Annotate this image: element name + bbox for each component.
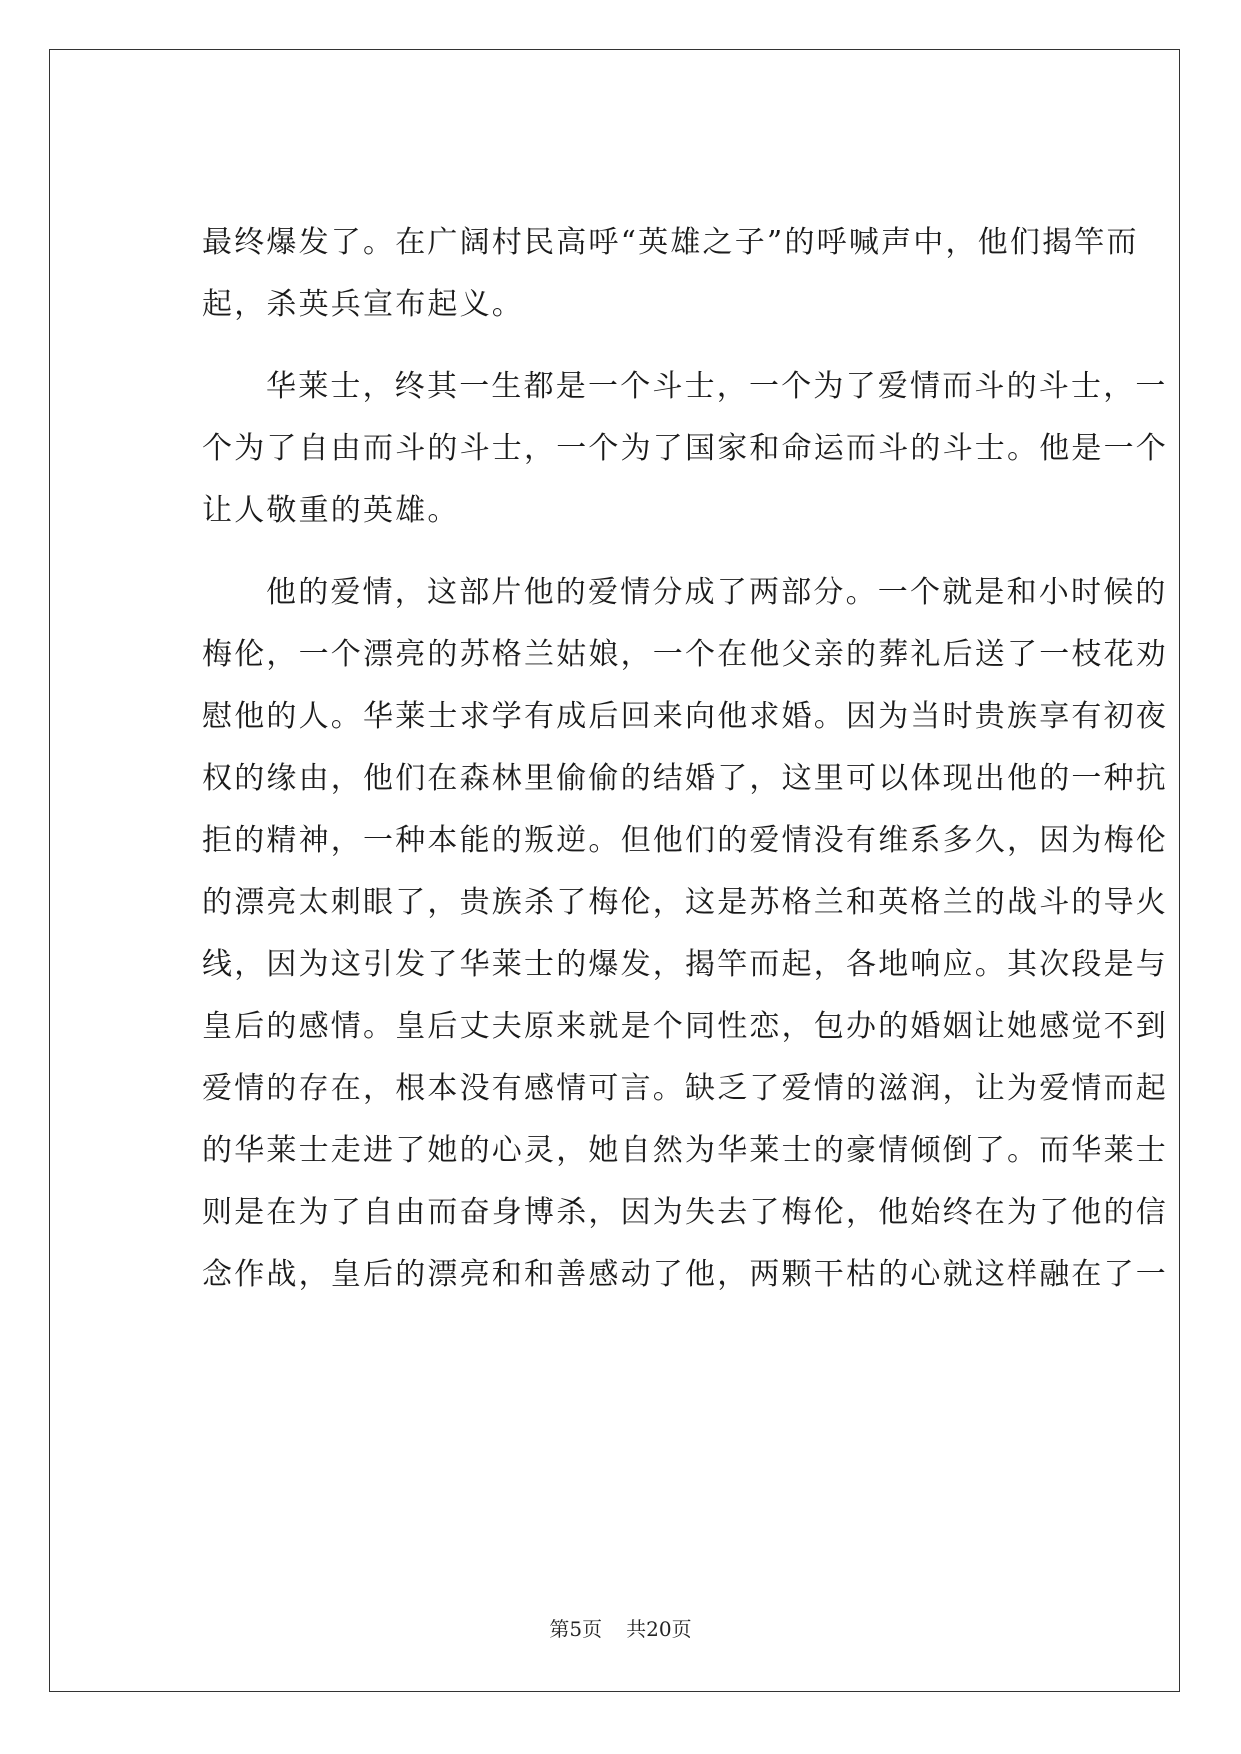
page-footer xyxy=(0,1613,1241,1642)
text-line: 皇后的感情。皇后丈夫原来就是个同性恋，包办的婚姻让她感觉不到 xyxy=(202,1009,1168,1044)
paragraph-2 xyxy=(202,356,1168,542)
text-line: 线，因为这引发了华莱士的爆发，揭竿而起，各地响应。其次段是与 xyxy=(202,947,1168,982)
document-body xyxy=(202,212,1168,1326)
text-line: 慰他的人。华莱士求学有成后回来向他求婚。因为当时贵族享有初夜 xyxy=(202,699,1168,734)
text-line: 拒的精神，一种本能的叛逆。但他们的爱情没有维系多久，因为梅伦 xyxy=(202,823,1168,858)
page-number: 第5页 xyxy=(549,1617,603,1641)
text-line: 的华莱士走进了她的心灵，她自然为华莱士的豪情倾倒了。而华莱士 xyxy=(202,1133,1168,1168)
text-line: 梅伦，一个漂亮的苏格兰姑娘，一个在他父亲的葬礼后送了一枝花劝 xyxy=(202,637,1168,672)
text-line: 的漂亮太刺眼了，贵族杀了梅伦，这是苏格兰和英格兰的战斗的导火 xyxy=(202,885,1168,920)
text-line: 爱情的存在，根本没有感情可言。缺乏了爱情的滋润，让为爱情而起 xyxy=(202,1071,1168,1106)
paragraph-3 xyxy=(202,562,1168,1306)
page-border xyxy=(49,49,1180,1692)
text-line: 最终爆发了。在广阔村民高呼“英雄之子”的呼喊声中，他们揭竿而 xyxy=(202,225,1139,260)
text-line: 则是在为了自由而奋身博杀，因为失去了梅伦，他始终在为了他的信 xyxy=(202,1195,1168,1230)
text-line: 起，杀英兵宣布起义。 xyxy=(202,287,524,322)
text-line: 权的缘由，他们在森林里偷偷的结婚了，这里可以体现出他的一种抗 xyxy=(202,761,1168,796)
text-line: 个为了自由而斗的斗士，一个为了国家和命运而斗的斗士。他是一个 xyxy=(202,431,1168,466)
text-line: 华莱士，终其一生都是一个斗士，一个为了爱情而斗的斗士，一 xyxy=(266,369,1168,404)
paragraph-1 xyxy=(202,212,1138,336)
text-line: 他的爱情，这部片他的爱情分成了两部分。一个就是和小时候的 xyxy=(266,575,1168,610)
page-total: 共20页 xyxy=(626,1617,692,1641)
text-line: 让人敬重的英雄。 xyxy=(202,493,460,528)
text-line: 念作战，皇后的漂亮和和善感动了他，两颗干枯的心就这样融在了一 xyxy=(202,1257,1168,1292)
